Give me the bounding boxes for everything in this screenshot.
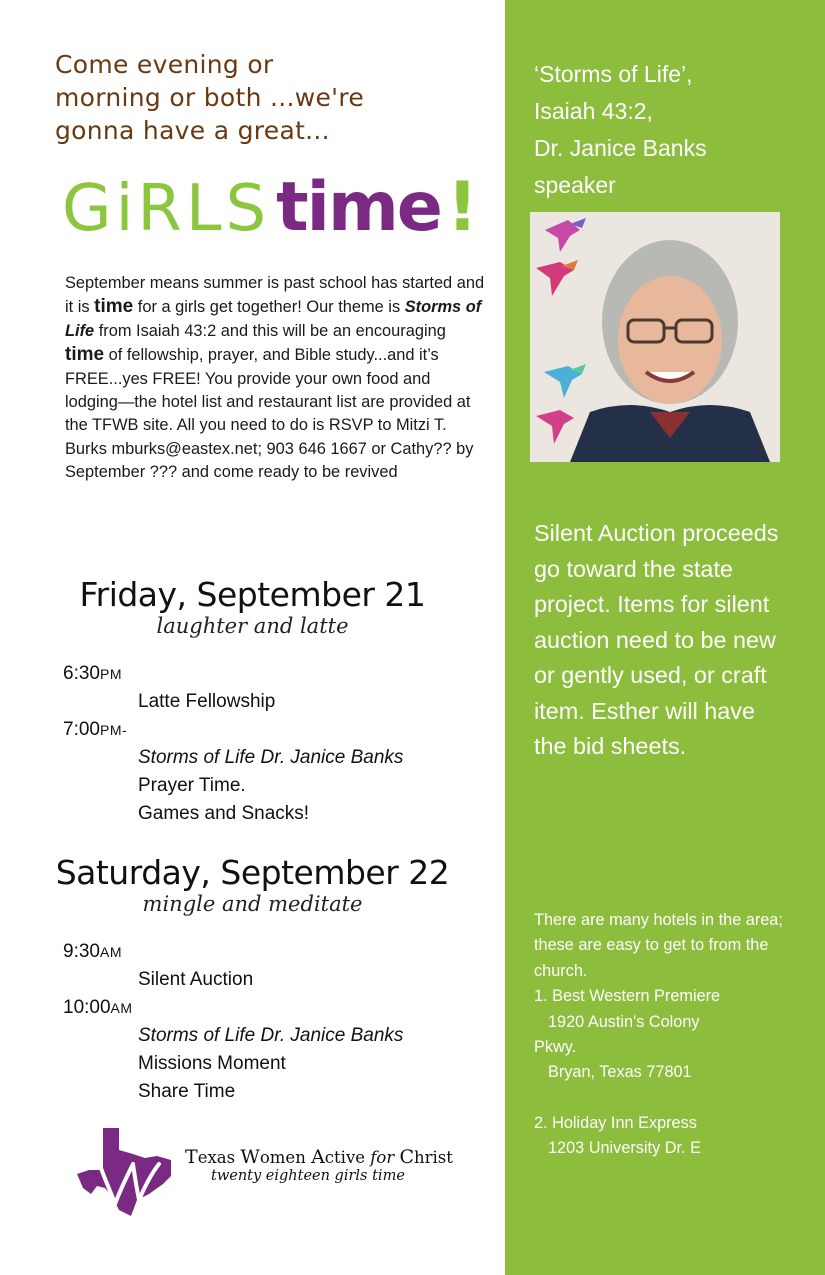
intro-line-1: Come evening or	[55, 50, 274, 79]
friday-subtitle: laughter and latte	[156, 614, 349, 638]
schedule-item: Share Time	[138, 1081, 236, 1102]
schedule-time: 10:00AM	[63, 997, 133, 1018]
org-name: Texas Women Active for Christ	[185, 1146, 453, 1168]
hotel-name: 2. Holiday Inn Express	[534, 1113, 697, 1132]
desc-keyword-time: time	[65, 344, 105, 366]
schedule-time: 7:00PM-	[63, 719, 128, 740]
org-tagline: twenty eighteen girls time	[211, 1168, 405, 1184]
hotel-city: Bryan, Texas 77801	[548, 1063, 692, 1082]
schedule-item: Missions Moment	[138, 1053, 286, 1074]
hotel-address: 1203 University Dr. E	[548, 1139, 701, 1158]
hotel-address: Pkwy.	[534, 1038, 577, 1057]
speaker-info	[534, 56, 794, 204]
hotels-info	[534, 908, 804, 1162]
speaker-line: speaker	[534, 172, 616, 198]
schedule-item: Storms of Life Dr. Janice Banks	[138, 747, 404, 768]
speaker-line: Dr. Janice Banks	[534, 135, 707, 161]
texas-wmu-logo-icon	[75, 1124, 175, 1220]
friday-heading	[0, 575, 505, 638]
event-description	[65, 272, 485, 485]
desc-keyword-time: time	[94, 296, 134, 318]
intro-tagline	[55, 48, 475, 147]
saturday-heading	[0, 853, 505, 916]
hotel-address: 1920 Austin's Colony	[548, 1012, 700, 1031]
desc-part: from Isaiah 43:2 and this will be an encouraging	[94, 321, 446, 340]
saturday-title: Saturday, September 22	[55, 853, 450, 892]
speaker-line: Isaiah 43:2,	[534, 98, 653, 124]
schedule-item: Prayer Time.	[138, 775, 246, 796]
desc-part: for a girls get together! Our theme is	[133, 298, 405, 317]
title-time: time	[276, 168, 441, 247]
schedule-time: 6:30PM	[63, 663, 122, 684]
desc-theme: Storms of Life	[65, 298, 482, 340]
desc-part: of fellowship, prayer, and Bible study...and it’s FREE...yes FREE! You provide your own food and lodging—the hotel list and restaurant list are provided at the TFWB site. All you need to do is RSVP to Mitzi T. Burks mburks@eastex.net; 903 646 1667 or Cathy?? by September ??? and come ready to be revived	[65, 346, 474, 482]
schedule-time: 9:30AM	[63, 941, 122, 962]
saturday-subtitle: mingle and meditate	[142, 892, 363, 916]
girls-time-title	[62, 168, 502, 256]
desc-part: September means summer is past school has started and it is	[65, 274, 485, 317]
saturday-schedule	[63, 938, 483, 1106]
right-sidebar	[505, 0, 825, 1275]
hotels-intro: There are many hotels in the area; these are easy to get to from the church.	[534, 911, 783, 980]
schedule-item: Latte Fellowship	[138, 691, 276, 712]
org-name-block	[185, 1146, 465, 1184]
speaker-photo	[530, 212, 780, 462]
spacer	[534, 1086, 804, 1111]
schedule-item: Silent Auction	[138, 969, 254, 990]
schedule-item: Storms of Life Dr. Janice Banks	[138, 1025, 404, 1046]
silent-auction-info: Silent Auction proceeds go toward the state project. Items for silent auction need to be new or gently used, or craft item. Esther will have the bid sheets.	[534, 520, 779, 759]
title-girls: GiRLS	[62, 172, 271, 246]
schedule-item: Games and Snacks!	[138, 803, 310, 824]
title-exclamation: !	[446, 168, 478, 247]
friday-title: Friday, September 21	[79, 575, 426, 614]
friday-schedule	[63, 660, 483, 828]
hotel-name: 1. Best Western Premiere	[534, 987, 721, 1006]
speaker-line: ‘Storms of Life’,	[534, 61, 693, 87]
intro-line-3: gonna have a great...	[55, 116, 330, 145]
intro-line-2: morning or both ...we're	[55, 83, 365, 112]
